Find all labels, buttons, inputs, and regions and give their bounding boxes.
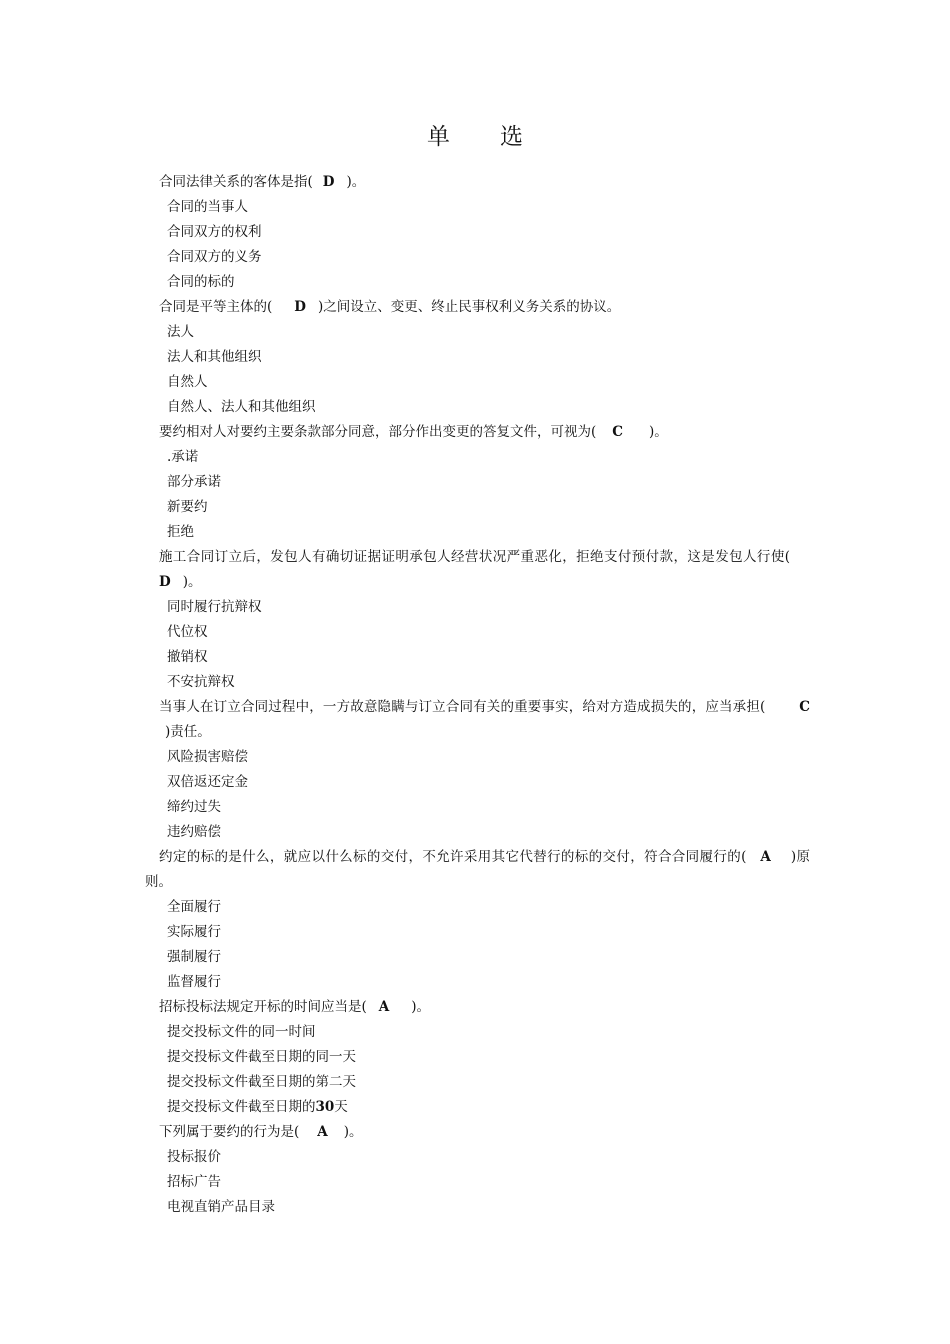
question-6: 约定的标的是什么，就应以什么标的交付，不允许采用其它代替行的标的交付，符合合同履行的( A )原则。 bbox=[145, 845, 810, 895]
option: 法人和其他组织 bbox=[167, 349, 262, 365]
option: 提交投标文件截至日期的30天 bbox=[167, 1099, 348, 1115]
question-4-answer: D bbox=[159, 574, 171, 590]
option: 法人 bbox=[167, 324, 194, 340]
question-list bbox=[145, 170, 810, 1220]
option: 缔约过失 bbox=[167, 799, 221, 815]
option: 风险损害赔偿 bbox=[167, 749, 248, 765]
option: 电视直销产品目录 bbox=[167, 1199, 275, 1215]
question-8-answer: A bbox=[317, 1124, 328, 1140]
question-7: 招标投标法规定开标的时间应当是( A )。 bbox=[145, 995, 810, 1020]
option: 不安抗辩权 bbox=[167, 674, 235, 690]
option: 撤销权 bbox=[167, 649, 208, 665]
question-3: 要约相对人对要约主要条款部分同意，部分作出变更的答复文件，可视为( C )。 bbox=[145, 420, 810, 445]
option: 新要约 bbox=[167, 499, 208, 515]
option: 全面履行 bbox=[167, 899, 221, 915]
option: 合同双方的义务 bbox=[167, 249, 262, 265]
option: 合同的当事人 bbox=[167, 199, 248, 215]
option: 自然人 bbox=[167, 374, 208, 390]
option: 部分承诺 bbox=[167, 474, 221, 490]
question-5: 当事人在订立合同过程中，一方故意隐瞒与订立合同有关的重要事实，给对方造成损失的，应当承担( C)责任。 bbox=[145, 695, 810, 745]
option: 强制履行 bbox=[167, 949, 221, 965]
option: 招标广告 bbox=[167, 1174, 221, 1190]
question-8: 下列属于要约的行为是( A )。 bbox=[145, 1120, 810, 1145]
option: 双倍返还定金 bbox=[167, 774, 248, 790]
option: .承诺 bbox=[167, 449, 199, 465]
page-title-char-2: 选 bbox=[500, 124, 523, 150]
option: 违约赔偿 bbox=[167, 824, 221, 840]
page-title bbox=[0, 118, 950, 151]
question-1-answer: D bbox=[322, 174, 335, 190]
question-6-answer: A bbox=[760, 849, 771, 865]
option: 投标报价 bbox=[167, 1149, 221, 1165]
question-1: 合同法律关系的客体是指( D )。 bbox=[145, 170, 810, 195]
option: 提交投标文件的同一时间 bbox=[167, 1024, 316, 1040]
option-number: 30 bbox=[315, 1099, 335, 1115]
option: 代位权 bbox=[167, 624, 208, 640]
option: 实际履行 bbox=[167, 924, 221, 940]
option: 合同双方的权利 bbox=[167, 224, 262, 240]
option: 提交投标文件截至日期的第二天 bbox=[167, 1074, 356, 1090]
question-5-answer: C bbox=[799, 699, 810, 715]
question-2-answer: D bbox=[294, 299, 306, 315]
page-title-char-1: 单 bbox=[427, 124, 450, 150]
option: 提交投标文件截至日期的同一天 bbox=[167, 1049, 356, 1065]
question-7-answer: A bbox=[378, 999, 390, 1015]
question-2: 合同是平等主体的( D )之间设立、变更、终止民事权利义务关系的协议。 bbox=[145, 295, 810, 320]
option: 拒绝 bbox=[167, 524, 194, 540]
question-3-answer: C bbox=[612, 424, 624, 440]
question-4: 施工合同订立后，发包人有确切证据证明承包人经营状况严重恶化，拒绝支付预付款，这是发包人行使(D )。 bbox=[145, 545, 810, 595]
option: 自然人、法人和其他组织 bbox=[167, 399, 316, 415]
option: 同时履行抗辩权 bbox=[167, 599, 262, 615]
option: 监督履行 bbox=[167, 974, 221, 990]
option: 合同的标的 bbox=[167, 274, 235, 290]
